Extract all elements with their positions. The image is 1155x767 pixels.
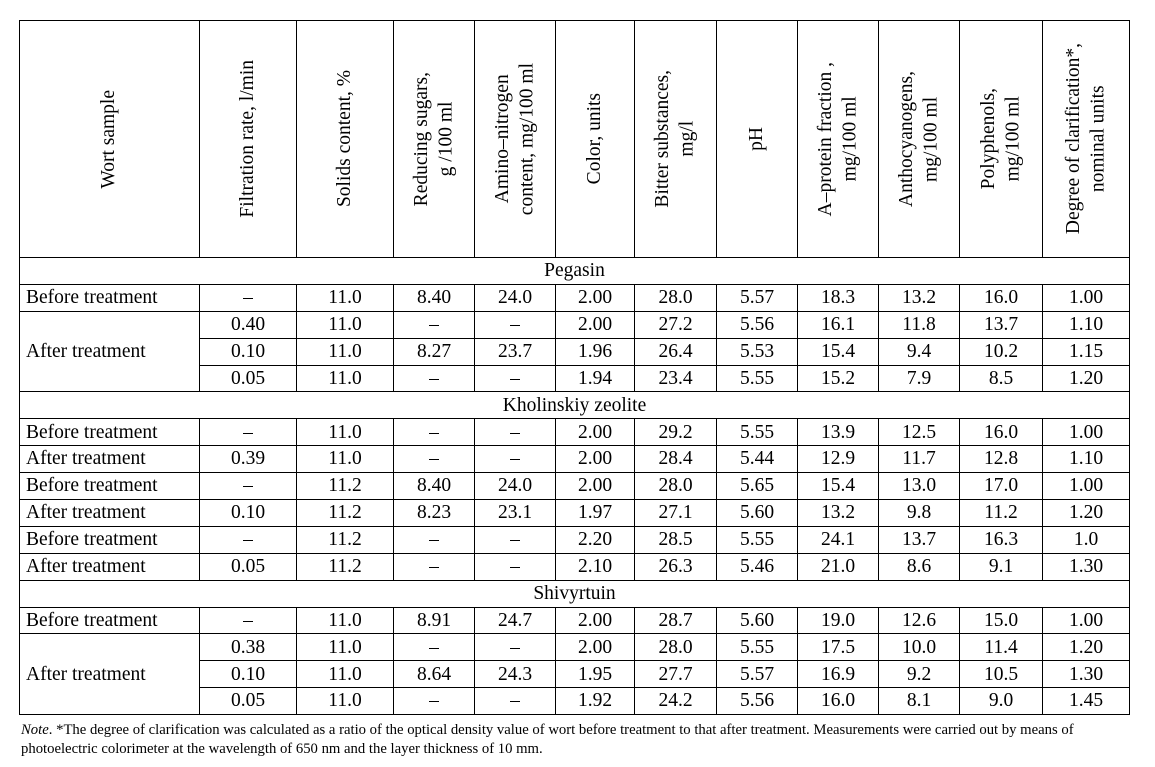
value-cell: 1.45: [1043, 688, 1130, 715]
value-cell: 11.0: [297, 661, 394, 688]
value-cell: –: [200, 284, 297, 311]
value-cell: 11.0: [297, 284, 394, 311]
value-cell: 9.4: [879, 338, 960, 365]
header-row: [20, 21, 1130, 258]
value-cell: 16.9: [798, 661, 879, 688]
value-cell: 19.0: [798, 607, 879, 634]
value-cell: 24.1: [798, 526, 879, 553]
value-cell: 13.7: [960, 311, 1043, 338]
column-header: [717, 21, 798, 258]
sample-cell: After treatment: [20, 446, 200, 473]
value-cell: –: [394, 553, 475, 580]
value-cell: 29.2: [635, 419, 717, 446]
column-header-text: Filtration rate, l/min: [236, 60, 258, 218]
value-cell: –: [394, 526, 475, 553]
sample-cell: After treatment: [20, 634, 200, 715]
value-cell: 1.95: [556, 661, 635, 688]
column-header-text: Degree of clarification*,: [1062, 43, 1084, 235]
value-cell: 1.0: [1043, 526, 1130, 553]
column-header: [1043, 21, 1130, 258]
sample-cell: After treatment: [20, 500, 200, 527]
value-cell: 16.0: [960, 284, 1043, 311]
value-cell: 1.94: [556, 365, 635, 392]
table-row: [20, 311, 1130, 338]
value-cell: 1.00: [1043, 419, 1130, 446]
column-header: [20, 21, 200, 258]
table-row: [20, 526, 1130, 553]
value-cell: 28.7: [635, 607, 717, 634]
value-cell: 18.3: [798, 284, 879, 311]
sample-cell: After treatment: [20, 553, 200, 580]
value-cell: 12.8: [960, 446, 1043, 473]
value-cell: 11.0: [297, 311, 394, 338]
value-cell: 23.4: [635, 365, 717, 392]
group-row: [20, 580, 1130, 607]
value-cell: 11.0: [297, 634, 394, 661]
column-header: [297, 21, 394, 258]
value-cell: 11.0: [297, 419, 394, 446]
value-cell: 5.57: [717, 284, 798, 311]
sample-cell: Before treatment: [20, 607, 200, 634]
note-label: Note: [21, 722, 49, 738]
value-cell: 11.8: [879, 311, 960, 338]
value-cell: 9.1: [960, 553, 1043, 580]
value-cell: 28.4: [635, 446, 717, 473]
note-text: . *The degree of clarification was calculated as a ratio of the optical density value of wort before treatment to that after treatment. Measurements were carried out by means of photoelectric colorimeter at the wavelength of 650 nm and the layer thickness of 10 mm.: [21, 722, 1074, 757]
value-cell: 12.6: [879, 607, 960, 634]
value-cell: –: [200, 607, 297, 634]
value-cell: 17.0: [960, 473, 1043, 500]
value-cell: –: [475, 311, 556, 338]
value-cell: –: [394, 688, 475, 715]
value-cell: 0.05: [200, 688, 297, 715]
value-cell: –: [200, 473, 297, 500]
value-cell: 23.7: [475, 338, 556, 365]
column-header-text: A–protein fraction ,: [814, 61, 836, 217]
value-cell: 26.4: [635, 338, 717, 365]
value-cell: –: [200, 419, 297, 446]
sample-cell: After treatment: [20, 311, 200, 392]
column-header-text: Color, units: [583, 93, 605, 185]
value-cell: 1.10: [1043, 311, 1130, 338]
column-header-text: mg/100 ml: [920, 96, 941, 182]
value-cell: 1.97: [556, 500, 635, 527]
column-header: [394, 21, 475, 258]
value-cell: 1.20: [1043, 500, 1130, 527]
value-cell: –: [475, 553, 556, 580]
value-cell: 0.10: [200, 500, 297, 527]
value-cell: 11.4: [960, 634, 1043, 661]
value-cell: 11.0: [297, 338, 394, 365]
value-cell: 10.5: [960, 661, 1043, 688]
value-cell: 11.0: [297, 365, 394, 392]
table-row: [20, 634, 1130, 661]
sample-cell: Before treatment: [20, 419, 200, 446]
value-cell: 8.91: [394, 607, 475, 634]
value-cell: 10.0: [879, 634, 960, 661]
value-cell: 27.2: [635, 311, 717, 338]
value-cell: 5.53: [717, 338, 798, 365]
table-row: [20, 500, 1130, 527]
value-cell: 5.60: [717, 500, 798, 527]
value-cell: 2.00: [556, 284, 635, 311]
column-header: [879, 21, 960, 258]
value-cell: 8.23: [394, 500, 475, 527]
value-cell: 15.4: [798, 473, 879, 500]
value-cell: 2.10: [556, 553, 635, 580]
value-cell: –: [475, 634, 556, 661]
value-cell: 12.9: [798, 446, 879, 473]
value-cell: –: [394, 446, 475, 473]
column-header-text: Anthocyanogens,: [895, 71, 917, 207]
value-cell: 27.1: [635, 500, 717, 527]
value-cell: –: [475, 419, 556, 446]
group-title: Shivyrtuin: [20, 580, 1130, 607]
value-cell: 1.20: [1043, 365, 1130, 392]
value-cell: 5.44: [717, 446, 798, 473]
value-cell: –: [394, 634, 475, 661]
value-cell: 16.0: [960, 419, 1043, 446]
value-cell: 0.40: [200, 311, 297, 338]
value-cell: 1.10: [1043, 446, 1130, 473]
value-cell: 5.56: [717, 311, 798, 338]
column-header: [200, 21, 297, 258]
value-cell: 0.05: [200, 365, 297, 392]
value-cell: 23.1: [475, 500, 556, 527]
value-cell: 0.10: [200, 661, 297, 688]
value-cell: 1.20: [1043, 634, 1130, 661]
column-header-text: Wort sample: [98, 89, 120, 189]
value-cell: 24.7: [475, 607, 556, 634]
value-cell: 10.2: [960, 338, 1043, 365]
value-cell: 0.39: [200, 446, 297, 473]
value-cell: 11.0: [297, 446, 394, 473]
value-cell: 5.55: [717, 526, 798, 553]
value-cell: 11.0: [297, 607, 394, 634]
value-cell: 13.2: [798, 500, 879, 527]
value-cell: 0.10: [200, 338, 297, 365]
column-header-text: mg/100 ml: [1002, 96, 1023, 182]
value-cell: 1.00: [1043, 284, 1130, 311]
table-row: [20, 473, 1130, 500]
table-note: [21, 721, 1141, 759]
value-cell: 21.0: [798, 553, 879, 580]
table-row: [20, 284, 1130, 311]
value-cell: 28.0: [635, 634, 717, 661]
value-cell: 15.0: [960, 607, 1043, 634]
value-cell: 15.4: [798, 338, 879, 365]
value-cell: 9.8: [879, 500, 960, 527]
value-cell: –: [475, 526, 556, 553]
column-header: [798, 21, 879, 258]
value-cell: 15.2: [798, 365, 879, 392]
column-header: [556, 21, 635, 258]
value-cell: 28.0: [635, 473, 717, 500]
value-cell: 1.96: [556, 338, 635, 365]
value-cell: 5.60: [717, 607, 798, 634]
value-cell: 16.1: [798, 311, 879, 338]
value-cell: 2.00: [556, 634, 635, 661]
group-row: [20, 258, 1130, 285]
value-cell: 13.2: [879, 284, 960, 311]
table-row: [20, 419, 1130, 446]
table-row: [20, 553, 1130, 580]
column-header-text: Reducing sugars,: [410, 71, 432, 207]
value-cell: 8.1: [879, 688, 960, 715]
table-row: [20, 446, 1130, 473]
value-cell: 2.20: [556, 526, 635, 553]
group-row: [20, 392, 1130, 419]
group-title: Pegasin: [20, 258, 1130, 285]
sample-cell: Before treatment: [20, 526, 200, 553]
value-cell: 5.55: [717, 419, 798, 446]
value-cell: 8.64: [394, 661, 475, 688]
value-cell: 5.46: [717, 553, 798, 580]
column-header-text: Amino–nitrogen: [491, 74, 513, 204]
value-cell: 5.55: [717, 365, 798, 392]
value-cell: 27.7: [635, 661, 717, 688]
value-cell: 8.40: [394, 473, 475, 500]
value-cell: 1.00: [1043, 607, 1130, 634]
value-cell: 13.7: [879, 526, 960, 553]
column-header-text: mg/100 ml: [839, 96, 860, 182]
value-cell: 11.2: [297, 500, 394, 527]
value-cell: –: [394, 419, 475, 446]
value-cell: 24.3: [475, 661, 556, 688]
value-cell: 17.5: [798, 634, 879, 661]
column-header-text: Solids content, %: [333, 70, 355, 208]
column-header: [635, 21, 717, 258]
value-cell: 0.38: [200, 634, 297, 661]
column-header-text: mg/l: [676, 121, 698, 157]
column-header: [475, 21, 556, 258]
value-cell: 26.3: [635, 553, 717, 580]
data-table: [19, 20, 1130, 715]
value-cell: 5.65: [717, 473, 798, 500]
value-cell: –: [475, 446, 556, 473]
value-cell: 24.0: [475, 284, 556, 311]
value-cell: 12.5: [879, 419, 960, 446]
value-cell: 11.0: [297, 688, 394, 715]
value-cell: –: [200, 526, 297, 553]
column-header-text: Bitter substances,: [652, 70, 674, 208]
value-cell: 28.0: [635, 284, 717, 311]
table-row: [20, 607, 1130, 634]
column-header-text: content, mg/100 ml: [516, 62, 537, 216]
value-cell: 24.0: [475, 473, 556, 500]
value-cell: 16.0: [798, 688, 879, 715]
value-cell: –: [475, 688, 556, 715]
column-header-text: nominal units: [1087, 85, 1108, 193]
value-cell: –: [394, 365, 475, 392]
value-cell: 11.7: [879, 446, 960, 473]
value-cell: 0.05: [200, 553, 297, 580]
value-cell: 2.00: [556, 419, 635, 446]
value-cell: –: [475, 365, 556, 392]
value-cell: 8.27: [394, 338, 475, 365]
value-cell: 16.3: [960, 526, 1043, 553]
group-title: Kholinskiy zeolite: [20, 392, 1130, 419]
value-cell: 9.0: [960, 688, 1043, 715]
value-cell: –: [394, 311, 475, 338]
value-cell: 13.9: [798, 419, 879, 446]
value-cell: 1.15: [1043, 338, 1130, 365]
value-cell: 11.2: [297, 553, 394, 580]
value-cell: 11.2: [960, 500, 1043, 527]
sample-cell: Before treatment: [20, 284, 200, 311]
value-cell: 8.5: [960, 365, 1043, 392]
value-cell: 8.40: [394, 284, 475, 311]
value-cell: 24.2: [635, 688, 717, 715]
value-cell: 2.00: [556, 311, 635, 338]
column-header: [960, 21, 1043, 258]
value-cell: 11.2: [297, 473, 394, 500]
value-cell: 5.56: [717, 688, 798, 715]
column-header-text: g /100 ml: [435, 101, 456, 177]
value-cell: 1.30: [1043, 661, 1130, 688]
value-cell: 9.2: [879, 661, 960, 688]
value-cell: 2.00: [556, 473, 635, 500]
value-cell: 7.9: [879, 365, 960, 392]
value-cell: 1.92: [556, 688, 635, 715]
column-header-text: pH: [745, 127, 767, 151]
value-cell: 2.00: [556, 446, 635, 473]
value-cell: 5.57: [717, 661, 798, 688]
value-cell: 5.55: [717, 634, 798, 661]
value-cell: 2.00: [556, 607, 635, 634]
value-cell: 8.6: [879, 553, 960, 580]
value-cell: 1.30: [1043, 553, 1130, 580]
value-cell: 28.5: [635, 526, 717, 553]
sample-cell: Before treatment: [20, 473, 200, 500]
value-cell: 13.0: [879, 473, 960, 500]
value-cell: 11.2: [297, 526, 394, 553]
column-header-text: Polyphenols,: [977, 88, 999, 190]
value-cell: 1.00: [1043, 473, 1130, 500]
